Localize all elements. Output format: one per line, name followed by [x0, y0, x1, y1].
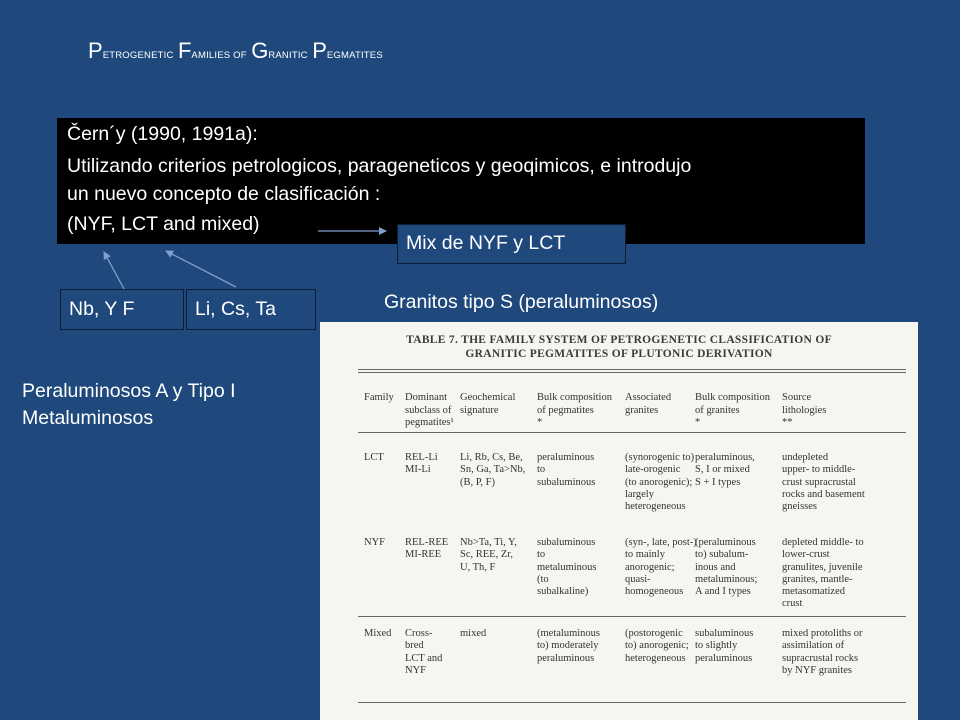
table-cell-text: LCT	[364, 452, 384, 463]
table-cell-text: late-orogenic	[625, 464, 681, 476]
nb-y-f-label: Nb, Y F	[69, 298, 135, 320]
li-cs-ta-box	[186, 289, 316, 330]
table-cell-text: supracrustal rocks	[782, 652, 859, 664]
table-header-cell	[537, 392, 612, 430]
table-cell-text: S + I types	[695, 476, 741, 488]
table-cell	[625, 452, 694, 513]
table-cell-text: anorogenic;	[625, 561, 675, 573]
table-cell	[782, 628, 863, 677]
mix-callout-label: Mix de NYF y LCT	[406, 232, 566, 254]
table-cell	[364, 628, 391, 640]
table-header-cell	[364, 392, 394, 405]
table-cell-text: NYF	[364, 537, 386, 548]
table-rule	[358, 432, 906, 433]
table-cell-text: U, Th, F	[460, 561, 496, 573]
table-cell-text: to) moderately	[537, 640, 599, 652]
table-cell	[537, 628, 600, 665]
table-cell-text: subalkaline)	[537, 586, 589, 598]
table-header-text: Source	[782, 392, 812, 403]
arrow-from-nb	[104, 252, 124, 289]
peraluminosos-label: Peraluminosos A y Tipo I	[22, 380, 236, 402]
body-line: un nuevo concepto de clasificación :	[67, 183, 381, 205]
table-header-text: **	[782, 417, 793, 428]
table-header-text: Family	[364, 392, 394, 403]
table-cell-text: REL-REE	[405, 537, 449, 548]
table-cell-text: rocks and basement	[782, 488, 865, 500]
table-cell-text: (B, P, F)	[460, 476, 496, 488]
table-cell-text: MI-Li	[405, 464, 431, 476]
table-header-cell	[460, 392, 515, 417]
table-cell	[625, 628, 689, 665]
table-cell	[364, 452, 384, 464]
pegmatite-classification-table	[320, 322, 918, 720]
table-header-text: of pegmatites	[537, 404, 594, 416]
table-cell-text: inous and	[695, 561, 736, 573]
table-cell	[405, 537, 448, 562]
table-cell	[537, 452, 595, 489]
title-small-caps: AMILIES OF	[191, 50, 247, 61]
table-header-text: granites	[625, 404, 659, 416]
table-cell	[405, 452, 438, 477]
table-cell-text: metaluminous	[537, 561, 597, 573]
table-rule	[358, 702, 906, 703]
table-cell-text: to slightly	[695, 640, 738, 652]
granitos-s-label: Granitos tipo S (peraluminosos)	[384, 291, 659, 313]
table-cell-text: LCT and	[405, 652, 443, 664]
table-header-text: of granites	[695, 404, 740, 416]
table-cell-text: lower-crust	[782, 549, 830, 561]
table-header-cell	[625, 392, 671, 417]
table-cell-text: Nb>Ta, Ti, Y,	[460, 537, 517, 548]
table-cell	[782, 537, 864, 611]
table-header-cell	[405, 392, 454, 430]
table-cell-text: REL-Li	[405, 452, 438, 463]
table-cell-text: undepleted	[782, 452, 829, 463]
table-cell-text: largely	[625, 488, 654, 500]
body-line: Utilizando criterios petrologicos, parageneticos y geoqimicos, e introdujo	[67, 155, 692, 177]
table-cell-text: peraluminous	[537, 452, 595, 463]
table-header-cell	[782, 392, 826, 430]
table-rule	[358, 369, 906, 370]
table-cell-text: depleted middle- to	[782, 537, 864, 548]
table-cell-text: quasi-	[625, 573, 651, 585]
table-header-text: lithologies	[782, 404, 827, 416]
table-header-text: Associated	[625, 392, 672, 403]
table-cell	[537, 537, 597, 598]
table-rule	[358, 616, 906, 617]
mix-callout-box	[397, 224, 626, 264]
title-small-caps: EGMATITES	[326, 50, 383, 61]
table-cell-text: (syn-, late, post-)	[625, 537, 697, 548]
table-cell-text: peraluminous	[537, 652, 595, 664]
title-initial: F	[177, 38, 192, 63]
table-cell-text: to) subalum-	[695, 549, 749, 561]
table-cell	[460, 628, 486, 640]
table-cell-text: heterogeneous	[625, 501, 686, 513]
table-cell-text: to	[537, 464, 546, 476]
table-title-line: GRANITIC PEGMATITES OF PLUTONIC DERIVATION	[465, 348, 773, 360]
table-cell	[695, 452, 755, 489]
table-header-text: Geochemical	[460, 392, 516, 403]
table-cell-text: heterogeneous	[625, 652, 686, 664]
table-cell-text: MI-REE	[405, 549, 442, 561]
table-header-text: subclass of	[405, 404, 452, 416]
table-cell-text: granulites, juvenile	[782, 561, 863, 573]
table-cell-text: (to anorogenic);	[625, 476, 693, 488]
table-cell-text: bred	[405, 640, 424, 652]
table-cell-text: Sn, Ga, Ta>Nb,	[460, 464, 526, 476]
title-initial: P	[88, 38, 103, 63]
table-cell-text: (peraluminous	[695, 537, 756, 548]
table-cell-text: (metaluminous	[537, 628, 600, 639]
slide-title	[88, 38, 383, 64]
table-cell	[460, 537, 517, 574]
table-cell-text: homogeneous	[625, 586, 684, 598]
table-cell-text: subaluminous	[537, 537, 596, 548]
table-cell-text: peraluminous,	[695, 452, 755, 463]
table-cell-text: NYF	[405, 664, 427, 676]
table-header-text: *	[695, 417, 701, 428]
table-title-line: TABLE 7. THE FAMILY SYSTEM OF PETROGENETIC CLASSIFICATION OF	[406, 334, 832, 346]
table-header-text: pegmatites¹	[405, 417, 454, 428]
table-cell-text: to	[537, 549, 546, 561]
table-cell-text: mixed protoliths or	[782, 628, 863, 639]
table-cell-text: (to	[537, 573, 549, 585]
table-cell-text: upper- to middle-	[782, 464, 856, 476]
table-cell-text: Cross-	[405, 628, 433, 639]
title-initial: P	[312, 38, 327, 63]
table-header-text: Bulk composition	[695, 392, 770, 403]
title-small-caps: ETROGENETIC	[102, 50, 174, 61]
table-cell-text: metaluminous;	[695, 573, 758, 585]
body-line: (NYF, LCT and mixed)	[67, 213, 260, 235]
metaluminosos-label: Metaluminosos	[22, 407, 154, 429]
table-cell	[460, 452, 525, 489]
table-cell-text: A and I types	[695, 586, 751, 598]
nb-y-f-box	[60, 289, 184, 330]
table-header-text: Bulk composition	[537, 392, 612, 403]
title-small-caps: RANITIC	[268, 50, 308, 61]
table-header-text: Dominant	[405, 392, 447, 403]
table-cell-text: crust supracrustal	[782, 476, 856, 488]
table-cell-text: subaluminous	[537, 476, 596, 488]
table-cell	[782, 452, 865, 513]
citation-line: Čern´y (1990, 1991a):	[67, 123, 258, 145]
table-cell-text: by NYF granites	[782, 664, 852, 676]
table-cell	[364, 537, 385, 549]
table-rule	[358, 372, 906, 373]
table-cell-text: to mainly	[625, 549, 665, 561]
table-cell-text: (postorogenic	[625, 628, 683, 639]
table-cell	[695, 628, 753, 665]
table-cell-text: subaluminous	[695, 628, 754, 639]
table-cell-text: gneisses	[782, 501, 817, 513]
table-cell-text: metasomatized	[782, 586, 845, 598]
table-cell	[405, 628, 442, 677]
li-cs-ta-label: Li, Cs, Ta	[195, 298, 276, 320]
arrow-from-li	[166, 251, 236, 287]
table-cell-text: (synorogenic to)	[625, 452, 695, 463]
table-header-text: *	[537, 417, 543, 428]
table-cell-text: to) anorogenic;	[625, 640, 689, 652]
table-cell-text: mixed	[460, 628, 487, 639]
table-cell-text: Li, Rb, Cs, Be,	[460, 452, 523, 463]
table-cell-text: S, I or mixed	[695, 464, 750, 476]
table-cell-text: assimilation of	[782, 640, 845, 652]
table-header-text: signature	[460, 404, 499, 416]
table-header-cell	[695, 392, 770, 430]
table-cell-text: Sc, REE, Zr,	[460, 549, 513, 561]
table-cell-text: peraluminous	[695, 652, 753, 664]
title-initial: G	[251, 38, 269, 63]
table-cell-text: crust	[782, 598, 803, 610]
table-cell	[625, 537, 697, 598]
table-cell	[695, 537, 757, 598]
table-cell-text: granites, mantle-	[782, 573, 853, 585]
table-cell-text: Mixed	[364, 628, 392, 639]
